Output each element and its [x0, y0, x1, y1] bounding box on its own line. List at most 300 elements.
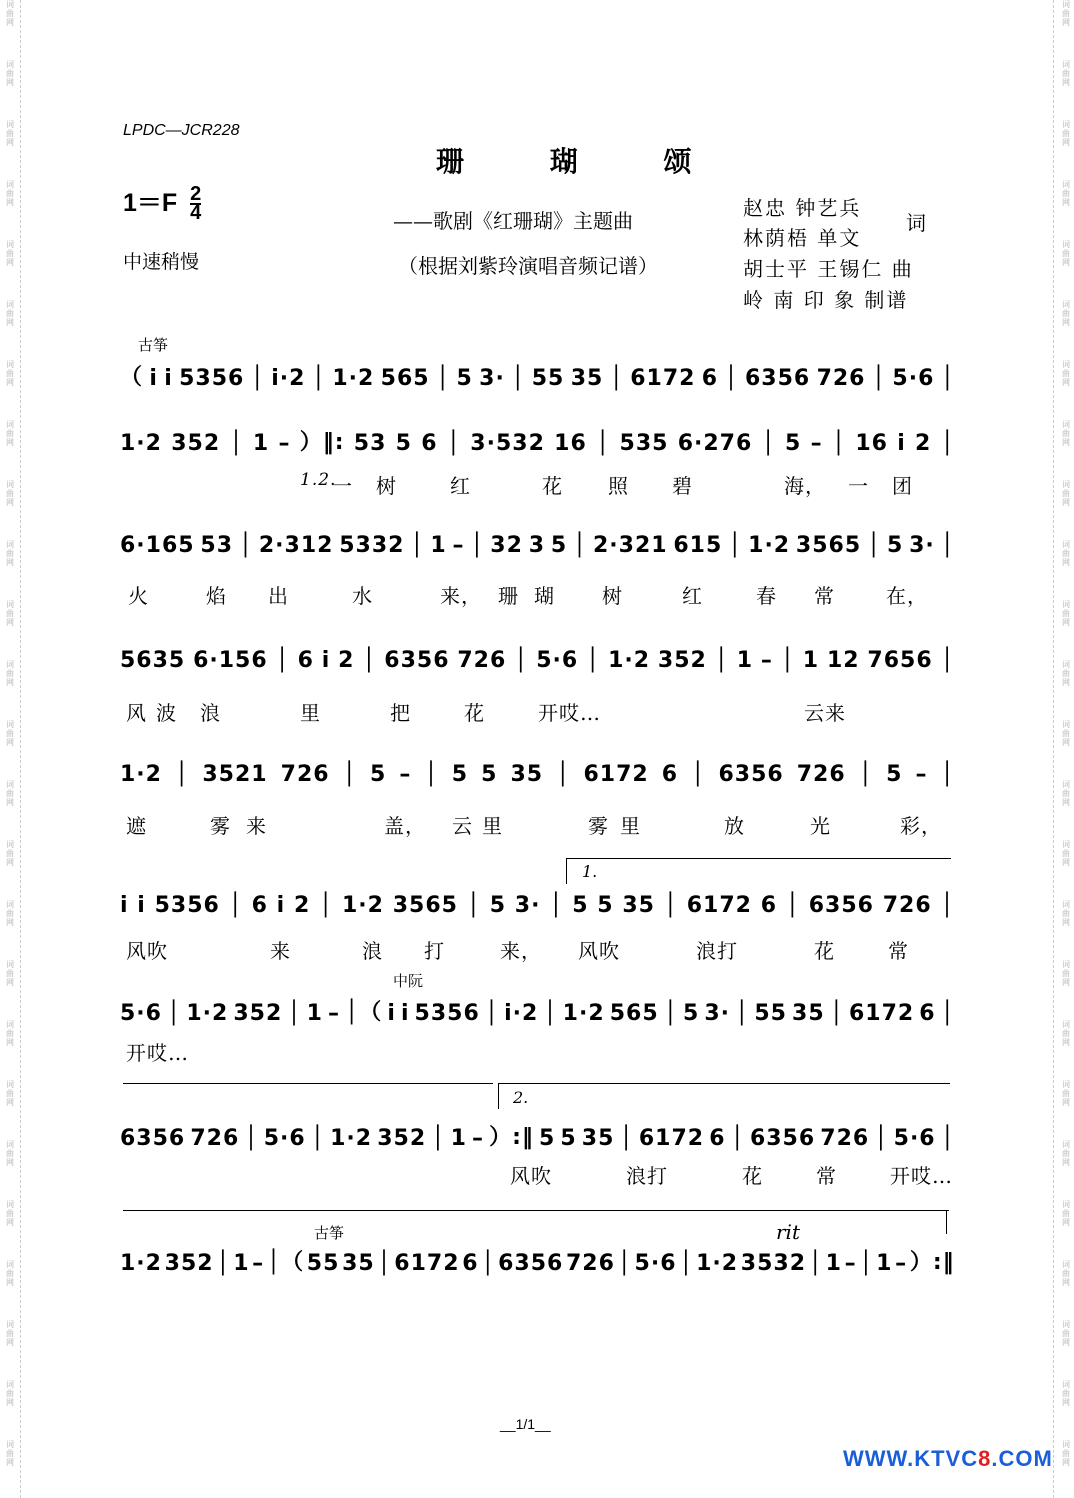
- note-group: 1·2: [342, 893, 384, 918]
- lyric-word: 开哎…: [890, 1164, 953, 1188]
- volta-1-label: 1.: [582, 862, 598, 881]
- lyric-word: 盖，: [384, 814, 426, 838]
- tempo-marking: 中速稍慢: [123, 252, 200, 273]
- note-group: i·2: [504, 1001, 539, 1026]
- note-group: 1·2: [562, 1001, 605, 1026]
- barline: │: [549, 893, 564, 918]
- note-group: 1·2: [332, 366, 375, 391]
- barline: │: [543, 1001, 558, 1026]
- lyric-word: 开哎…: [538, 701, 601, 725]
- logo-left: WWW.KTVC: [843, 1446, 979, 1471]
- note-group: 6: [421, 431, 438, 456]
- instrument-guzheng-2: 古筝: [314, 1225, 345, 1242]
- note-group: 2: [338, 648, 355, 673]
- note-group: 1: [233, 1251, 250, 1276]
- side-watermark-text: 词曲网: [1062, 540, 1070, 567]
- note-group: 2: [915, 431, 932, 456]
- note-group: 3·: [704, 1001, 731, 1026]
- note-group: 726: [820, 1126, 870, 1151]
- side-watermark-text: 词曲网: [6, 240, 14, 267]
- note-group: 35: [342, 1251, 375, 1276]
- note-group: 5: [489, 893, 507, 918]
- lyric-word: 来: [270, 939, 291, 963]
- note-group: 3532: [740, 1251, 806, 1276]
- side-watermark-text: 词曲网: [1062, 720, 1070, 747]
- lyric-word: 碧: [672, 474, 693, 498]
- barline: │: [619, 1126, 634, 1151]
- note-group: 35: [792, 1001, 825, 1026]
- lyric-word: 常: [816, 1164, 837, 1188]
- note-group: 6: [661, 762, 679, 787]
- barline: │（: [345, 1000, 383, 1025]
- note-group: 5: [560, 1126, 577, 1151]
- note-group: 5·6: [892, 366, 935, 391]
- lyric-word: 水: [352, 584, 373, 608]
- barline: │: [466, 893, 481, 918]
- barline: │: [785, 893, 800, 918]
- page-number: __1/1__: [500, 1416, 551, 1432]
- lyric-word: 来，: [440, 584, 482, 608]
- note-group: 6172: [583, 762, 649, 787]
- note-group: 35: [510, 762, 544, 787]
- note-group: 1: [306, 1001, 323, 1026]
- note-group: 565: [609, 1001, 659, 1026]
- notation-line-8: [120, 1120, 955, 1151]
- note-group: 3565: [392, 893, 458, 918]
- note-group: 352: [657, 648, 707, 673]
- barline: │: [287, 1001, 302, 1026]
- note-group: 3: [528, 533, 546, 558]
- barline: │: [780, 648, 795, 673]
- note-group: 352: [164, 1251, 214, 1276]
- left-margin-line: [20, 0, 21, 1498]
- note-group: 6·165: [120, 533, 195, 558]
- note-group: 726: [566, 1251, 615, 1276]
- lyric-word: 雾: [588, 814, 609, 838]
- barline: │: [586, 648, 601, 673]
- key-label: 1＝F: [123, 189, 178, 217]
- credit-lyric-role: 词: [906, 211, 928, 235]
- lyric-word: 把: [390, 701, 411, 725]
- note-group: 35: [581, 1126, 615, 1151]
- lyric-word: 风: [126, 701, 147, 725]
- lyric-word: 照: [608, 474, 629, 498]
- barline: ）:‖: [909, 1250, 955, 1275]
- lyric-word: 里: [482, 814, 503, 838]
- note-group: 6172: [849, 1001, 915, 1026]
- barline: │: [735, 1001, 750, 1026]
- side-watermark-text: 词曲网: [1062, 900, 1070, 927]
- lyric-word: 里: [620, 814, 641, 838]
- lyric-word: 在，: [886, 584, 928, 608]
- note-group: i: [276, 893, 286, 918]
- barline: │: [858, 762, 873, 787]
- note-group: 5: [785, 431, 802, 456]
- note-group: 16: [554, 431, 587, 456]
- note-group: 5: [572, 893, 589, 918]
- side-watermark-text: 词曲网: [1062, 1260, 1070, 1287]
- instrument-zhongruan: 中阮: [393, 973, 424, 990]
- note-group: 53: [200, 533, 234, 558]
- note-group: 3521: [202, 762, 268, 787]
- right-watermark-strip: [1059, 0, 1073, 1498]
- note-group: 2·312: [258, 533, 334, 558]
- subtitle: ——歌剧《红珊瑚》主题曲: [393, 209, 633, 233]
- left-watermark-strip: [3, 0, 17, 1498]
- lyric-word: 常: [888, 939, 909, 963]
- note-group: 6356: [384, 648, 450, 673]
- lyric-word: 波: [156, 701, 177, 725]
- side-watermark-text: 词曲网: [6, 420, 14, 447]
- side-watermark-text: 词曲网: [1062, 420, 1070, 447]
- note-group: 32: [490, 533, 523, 558]
- note-group: 352: [377, 1126, 427, 1151]
- note-group: 6·156: [193, 648, 268, 673]
- barline: │: [691, 762, 706, 787]
- note-group: 1: [430, 533, 447, 558]
- side-watermark-text: 词曲网: [1062, 1320, 1070, 1347]
- lyric-word: 花: [464, 701, 485, 725]
- note-group: –: [252, 1251, 265, 1276]
- barline: │: [342, 762, 357, 787]
- lyric-word: 开哎…: [126, 1041, 189, 1065]
- volta-1-bracket: [566, 858, 951, 859]
- note-group: 6356: [749, 1126, 816, 1151]
- key-signature: [123, 183, 202, 225]
- note-group: 6356: [120, 1126, 186, 1151]
- lyric-word: 浪打: [626, 1164, 668, 1188]
- barline: │: [244, 1126, 259, 1151]
- lyric-word: 浪: [362, 939, 383, 963]
- note-group: 6: [919, 1001, 936, 1026]
- source-note: （根据刘紫玲演唱音频记谱）: [398, 254, 658, 278]
- note-group: 5·6: [634, 1251, 677, 1276]
- side-watermark-text: 词曲网: [1062, 1080, 1070, 1107]
- barline: │: [556, 762, 571, 787]
- barline: │: [871, 366, 887, 391]
- note-group: –: [895, 1251, 908, 1276]
- note-group: 1: [252, 431, 270, 456]
- side-watermark-text: 词曲网: [1062, 120, 1070, 147]
- side-watermark-text: 词曲网: [1062, 300, 1070, 327]
- barline: │: [238, 533, 254, 558]
- note-group: 1·2: [608, 648, 651, 673]
- side-watermark-text: 词曲网: [6, 720, 14, 747]
- note-group: 6172: [686, 893, 752, 918]
- side-watermark-text: 词曲网: [1062, 840, 1070, 867]
- lyric-word: 遮: [126, 814, 147, 838]
- note-group: –: [760, 648, 773, 673]
- side-watermark-text: 词曲网: [6, 1200, 14, 1227]
- note-group: i: [137, 893, 146, 918]
- side-watermark-text: 词曲网: [6, 1320, 14, 1347]
- note-group: i: [897, 431, 906, 456]
- note-group: i: [164, 366, 173, 391]
- note-group: 5: [456, 366, 473, 391]
- barline: │: [728, 533, 743, 558]
- lyric-word: 出: [268, 584, 289, 608]
- note-group: i: [400, 1001, 410, 1026]
- note-group: 6172: [630, 366, 696, 391]
- note-group: i: [321, 648, 331, 673]
- note-group: i: [120, 893, 129, 918]
- note-group: 3·: [909, 533, 935, 558]
- lyric-word: 红: [450, 474, 471, 498]
- lyric-word: 云: [452, 814, 473, 838]
- lyric-word: 团: [892, 474, 913, 498]
- note-group: 1: [825, 1251, 842, 1276]
- barline: │: [940, 1126, 955, 1151]
- lyric-word: 春: [756, 584, 777, 608]
- note-group: 3·: [514, 893, 541, 918]
- barline: │: [761, 431, 776, 456]
- notation-line-4: [120, 648, 955, 673]
- lyric-word: 一: [332, 474, 353, 498]
- side-watermark-text: 词曲网: [6, 540, 14, 567]
- volta-2-end: [946, 1210, 947, 1234]
- side-watermark-text: 词曲网: [6, 1440, 14, 1467]
- side-watermark-text: 词曲网: [6, 60, 14, 87]
- lyric-word: 彩，: [900, 814, 942, 838]
- lyric-word: 树: [602, 584, 623, 608]
- note-group: 352: [233, 1001, 283, 1026]
- barline: │: [229, 431, 244, 456]
- note-group: 5: [538, 1126, 556, 1151]
- note-group: 12: [826, 648, 860, 673]
- volta-1-edge: [566, 858, 567, 884]
- side-watermark-text: 词曲网: [6, 360, 14, 387]
- lyric-word: 瑚: [534, 584, 555, 608]
- lyric-word: 红: [682, 584, 703, 608]
- barline: │: [808, 1251, 823, 1276]
- lyric-word: 风吹: [578, 939, 620, 963]
- note-group: 726: [190, 1126, 240, 1151]
- credit-lyricists-2: 林荫梧 单文: [743, 226, 862, 250]
- lyric-word: 海，: [784, 474, 826, 498]
- note-group: 1: [450, 1126, 467, 1151]
- note-group: 1: [736, 648, 754, 673]
- lyric-word: 花: [742, 1164, 763, 1188]
- note-group: 5332: [339, 533, 405, 558]
- side-watermark-text: 词曲网: [6, 1380, 14, 1407]
- note-group: 6172: [394, 1251, 460, 1276]
- side-watermark-text: 词曲网: [6, 600, 14, 627]
- barline: │: [410, 533, 425, 558]
- volta-1-continuation: [123, 1083, 493, 1084]
- barline: │: [831, 431, 847, 456]
- lyric-word: 花: [542, 474, 563, 498]
- notation-line-7: [120, 995, 955, 1026]
- lyric-word: 浪: [200, 701, 221, 725]
- note-group: 55: [754, 1001, 787, 1026]
- barline: │: [663, 893, 678, 918]
- note-group: 5·6: [263, 1126, 306, 1151]
- volta-2-edge: [498, 1083, 499, 1109]
- barline: │: [940, 1001, 955, 1026]
- note-group: 5: [550, 533, 568, 558]
- barline: │: [596, 431, 611, 456]
- note-group: 7656: [867, 648, 933, 673]
- barline: │: [859, 1251, 874, 1276]
- lyric-word: 来，: [500, 939, 542, 963]
- catalog-code: LPDC—JCR228: [123, 122, 240, 139]
- lyric-word: 花: [814, 939, 835, 963]
- note-group: 5: [451, 762, 469, 787]
- barline: ）:‖: [489, 1125, 534, 1150]
- instrument-guzheng: 古筝: [138, 337, 169, 354]
- barline: │: [874, 1126, 889, 1151]
- note-group: 615: [673, 533, 723, 558]
- note-group: 55: [306, 1251, 340, 1276]
- side-watermark-text: 词曲网: [6, 180, 14, 207]
- barline: │: [175, 762, 190, 787]
- side-watermark-text: 词曲网: [1062, 780, 1070, 807]
- note-group: 1: [802, 648, 820, 673]
- side-watermark-text: 词曲网: [1062, 60, 1070, 87]
- time-top: 2: [190, 183, 202, 206]
- note-group: –: [810, 431, 823, 456]
- barline: │: [228, 893, 243, 918]
- ritardando-marking: rit: [776, 1220, 800, 1244]
- barline: │: [940, 366, 955, 391]
- credit-arranger: 岭 南 印 象 制谱: [743, 288, 909, 312]
- note-group: 53: [353, 431, 387, 456]
- note-group: 3565: [795, 533, 862, 558]
- barline: │: [216, 1251, 231, 1276]
- note-group: 5: [887, 533, 904, 558]
- barline: │: [609, 366, 624, 391]
- barline: │: [940, 648, 955, 673]
- note-group: 6: [251, 893, 268, 918]
- time-bottom: 4: [190, 202, 202, 225]
- side-watermark-text: 词曲网: [6, 480, 14, 507]
- barline: │: [275, 648, 290, 673]
- barline: │: [940, 893, 955, 918]
- note-group: 5: [395, 431, 412, 456]
- barline: │: [167, 1001, 182, 1026]
- barline: │: [572, 533, 588, 558]
- note-group: 352: [171, 431, 221, 456]
- side-watermark-text: 词曲网: [6, 300, 14, 327]
- logo-accent: 8: [978, 1446, 992, 1471]
- barline: │: [362, 648, 377, 673]
- note-group: –: [278, 431, 291, 456]
- side-watermark-text: 词曲网: [1062, 180, 1070, 207]
- lyric-word: 里: [300, 701, 321, 725]
- note-group: 6172: [638, 1126, 705, 1151]
- note-group: –: [328, 1001, 340, 1026]
- barline: │: [377, 1251, 392, 1276]
- note-group: –: [844, 1251, 857, 1276]
- note-group: 3·: [479, 366, 505, 391]
- note-group: –: [471, 1126, 484, 1151]
- side-watermark-text: 词曲网: [6, 660, 14, 687]
- barline: │: [866, 533, 882, 558]
- note-group: 2: [293, 893, 311, 918]
- side-watermark-text: 词曲网: [6, 840, 14, 867]
- credit-composers: 胡士平 王锡仁 曲: [743, 257, 914, 281]
- side-watermark-text: 词曲网: [1062, 960, 1070, 987]
- barline: │: [481, 1251, 496, 1276]
- barline: │: [424, 762, 439, 787]
- note-group: 1·2: [748, 533, 791, 558]
- barline: │: [446, 431, 462, 456]
- lyric-word: 打: [424, 939, 445, 963]
- note-group: 6356: [808, 893, 874, 918]
- barline: │: [250, 366, 265, 391]
- note-group: 565: [380, 366, 430, 391]
- lyric-word: 浪打: [696, 939, 738, 963]
- side-watermark-text: 词曲网: [1062, 1140, 1070, 1167]
- lyric-word: 风吹: [126, 939, 168, 963]
- note-group: 1·2: [120, 1251, 162, 1276]
- volta-2-continuation: [123, 1210, 949, 1211]
- side-watermark-text: 词曲网: [1062, 1380, 1070, 1407]
- lyric-word: 光: [810, 814, 831, 838]
- note-group: 726: [457, 648, 507, 673]
- note-group: i·2: [271, 366, 306, 391]
- barline: │: [311, 366, 327, 391]
- side-watermark-text: 词曲网: [6, 960, 14, 987]
- volta-2-bracket: [498, 1083, 950, 1084]
- barline: │（: [266, 1250, 305, 1275]
- lyric-word: 放: [724, 814, 745, 838]
- note-group: 6·276: [677, 431, 753, 456]
- note-group: 6: [297, 648, 314, 673]
- side-watermark-text: 词曲网: [6, 1080, 14, 1107]
- note-group: 726: [280, 762, 330, 787]
- side-watermark-text: 词曲网: [1062, 360, 1070, 387]
- barline: │: [617, 1251, 632, 1276]
- barline: │: [940, 762, 955, 787]
- notation-line-1: [120, 360, 955, 391]
- note-group: （: [120, 365, 144, 390]
- side-watermark-text: 词曲网: [6, 1260, 14, 1287]
- lyric-word: 火: [128, 584, 149, 608]
- right-margin-line: [1053, 0, 1054, 1498]
- note-group: 5635: [120, 648, 186, 673]
- barline: │: [319, 893, 334, 918]
- note-group: 6: [760, 893, 777, 918]
- side-watermark-text: 词曲网: [1062, 1020, 1070, 1047]
- note-group: –: [915, 762, 928, 787]
- notation-line-2: [120, 425, 955, 456]
- side-watermark-text: 词曲网: [1062, 1200, 1070, 1227]
- barline: │: [829, 1001, 844, 1026]
- barline: │: [484, 1001, 500, 1026]
- note-group: 1·2: [120, 762, 162, 787]
- logo-right: .COM: [991, 1446, 1053, 1471]
- side-watermark-text: 词曲网: [6, 780, 14, 807]
- note-group: 726: [882, 893, 932, 918]
- note-group: i: [149, 366, 158, 391]
- note-group: 2·321: [592, 533, 668, 558]
- note-group: 6: [709, 1126, 726, 1151]
- note-group: 726: [816, 366, 866, 391]
- lyric-word: 树: [376, 474, 397, 498]
- note-group: 3·532: [470, 431, 545, 456]
- barline: │: [714, 648, 729, 673]
- barline: │: [679, 1251, 694, 1276]
- note-group: 6: [701, 366, 719, 391]
- note-group: 6356: [718, 762, 784, 787]
- time-signature: [190, 183, 202, 225]
- barline: │: [511, 366, 526, 391]
- note-group: 1·2: [330, 1126, 373, 1151]
- lyric-word: 雾: [210, 814, 231, 838]
- verse-label: 1.2.: [300, 470, 337, 490]
- barline: │: [730, 1126, 745, 1151]
